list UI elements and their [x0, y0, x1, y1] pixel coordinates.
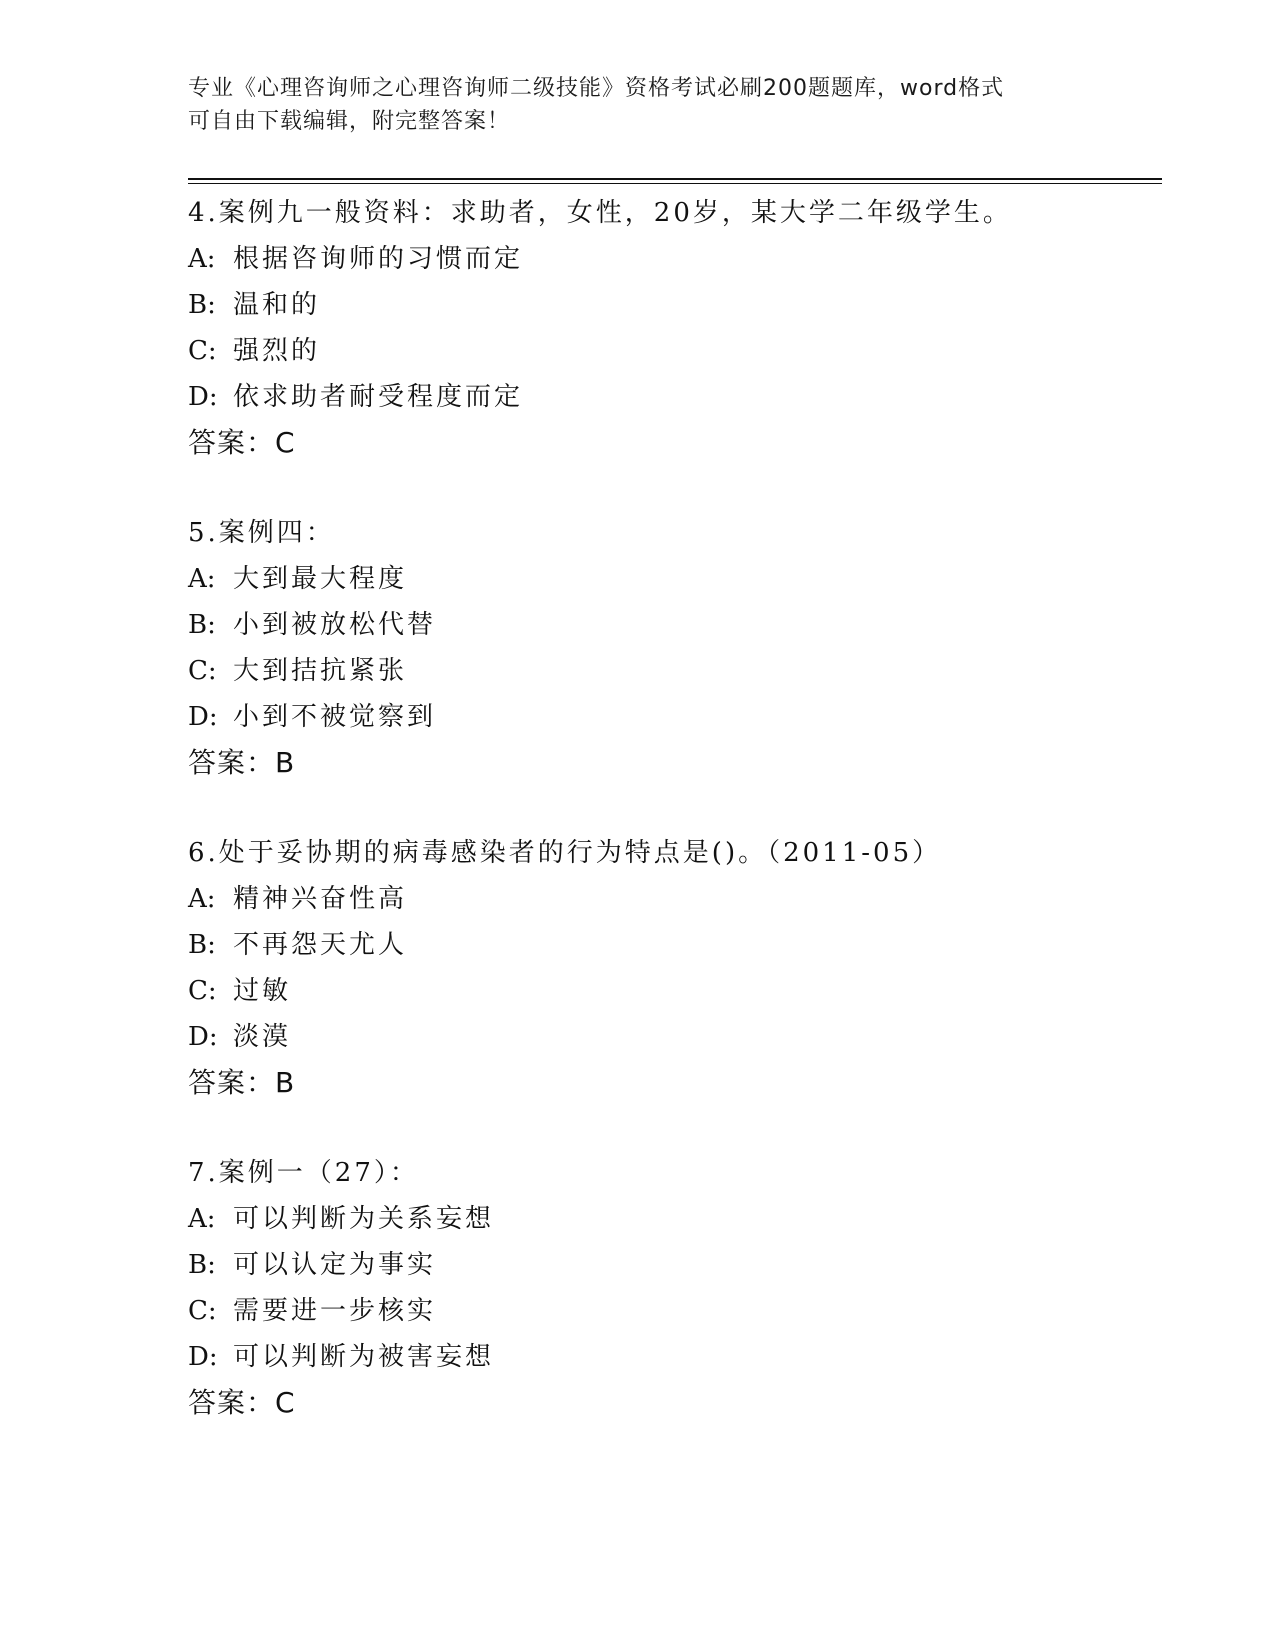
- option-c: [188, 328, 1168, 374]
- option-d: [188, 1014, 1168, 1060]
- answer-line: [188, 740, 1168, 786]
- option-text: 可以判断为被害妄想: [233, 1342, 495, 1372]
- answer-prefix: 答案：: [188, 1066, 276, 1099]
- option-text: 淡漠: [233, 1022, 292, 1052]
- option-text: 根据咨询师的习惯而定: [233, 244, 524, 274]
- question-list: [188, 190, 1168, 1470]
- question-title: 5.案例四：: [188, 518, 335, 548]
- option-c: [188, 968, 1168, 1014]
- option-label: C:: [188, 336, 217, 366]
- option-label: B:: [188, 930, 216, 960]
- answer-prefix: 答案：: [188, 426, 276, 459]
- option-d: [188, 374, 1168, 420]
- option-text: 强烈的: [233, 336, 321, 366]
- option-text: 大到拮抗紧张: [233, 656, 408, 686]
- answer-value: C: [275, 1386, 296, 1419]
- option-text: 精神兴奋性高: [233, 884, 408, 914]
- option-label: B:: [188, 610, 216, 640]
- option-d: [188, 1334, 1168, 1380]
- header-line-2: 可自由下载编辑，附完整答案！: [188, 109, 511, 134]
- option-label: B:: [188, 1250, 216, 1280]
- option-a: [188, 1196, 1168, 1242]
- option-text: 大到最大程度: [233, 564, 408, 594]
- answer-value: B: [275, 1066, 296, 1099]
- answer-value: C: [275, 426, 296, 459]
- question-7: [188, 1150, 1168, 1470]
- option-c: [188, 648, 1168, 694]
- option-text: 依求助者耐受程度而定: [233, 382, 524, 412]
- question-4: [188, 190, 1168, 510]
- option-text: 需要进一步核实: [233, 1296, 437, 1326]
- answer-line: [188, 420, 1168, 466]
- option-label: D:: [188, 1342, 218, 1372]
- option-a: [188, 236, 1168, 282]
- question-5: [188, 510, 1168, 830]
- header-rule-thin: [188, 183, 1162, 184]
- option-label: C:: [188, 976, 217, 1006]
- option-label: D:: [188, 1022, 218, 1052]
- option-d: [188, 694, 1168, 740]
- answer-prefix: 答案：: [188, 746, 276, 779]
- option-text: 小到被放松代替: [233, 610, 437, 640]
- header-line-1: 专业《心理咨询师之心理咨询师二级技能》资格考试必刷200题题库，word格式: [188, 76, 1005, 101]
- option-label: C:: [188, 656, 217, 686]
- header-rule-thick: [188, 178, 1162, 180]
- answer-line: [188, 1380, 1168, 1426]
- option-b: [188, 282, 1168, 328]
- option-label: D:: [188, 702, 218, 732]
- question-title: 7.案例一（27）：: [188, 1158, 419, 1188]
- answer-prefix: 答案：: [188, 1386, 276, 1419]
- option-text: 小到不被觉察到: [233, 702, 437, 732]
- option-label: A:: [188, 1204, 216, 1234]
- question-6: [188, 830, 1168, 1150]
- option-label: A:: [188, 564, 216, 594]
- option-text: 可以判断为关系妄想: [233, 1204, 495, 1234]
- option-a: [188, 556, 1168, 602]
- answer-value: B: [275, 746, 296, 779]
- option-a: [188, 876, 1168, 922]
- answer-line: [188, 1060, 1168, 1106]
- option-text: 温和的: [233, 290, 321, 320]
- option-label: B:: [188, 290, 216, 320]
- option-label: C:: [188, 1296, 217, 1326]
- option-b: [188, 602, 1168, 648]
- option-c: [188, 1288, 1168, 1334]
- option-label: A:: [188, 884, 216, 914]
- option-text: 可以认定为事实: [233, 1250, 437, 1280]
- option-label: A:: [188, 244, 216, 274]
- option-text: 不再怨天尤人: [233, 930, 408, 960]
- question-title: 6.处于妥协期的病毒感染者的行为特点是()。（2011-05）: [188, 838, 942, 868]
- option-text: 过敏: [233, 976, 292, 1006]
- option-b: [188, 922, 1168, 968]
- option-b: [188, 1242, 1168, 1288]
- question-title: 4.案例九一般资料：求助者，女性，20岁，某大学二年级学生。: [188, 198, 1012, 228]
- document-header: [188, 72, 1088, 138]
- option-label: D:: [188, 382, 218, 412]
